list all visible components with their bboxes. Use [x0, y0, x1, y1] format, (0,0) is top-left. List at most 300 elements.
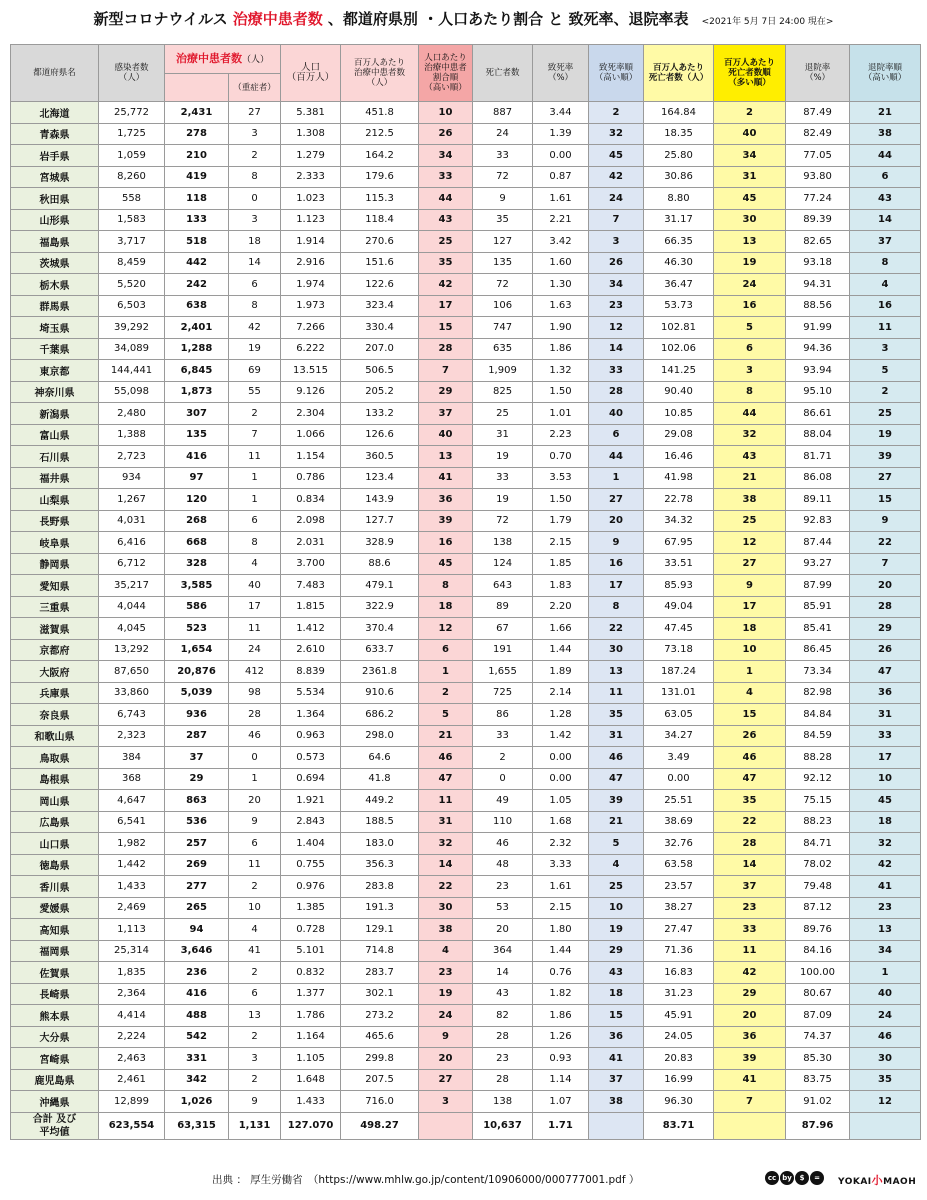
rank-discharge: 22	[850, 532, 921, 554]
pref-name: 奈良県	[11, 704, 99, 726]
table-row	[11, 553, 921, 575]
rank-fatality: 27	[589, 489, 644, 511]
header-per-million: 百万人あたり 治療中患者数 （人）	[341, 45, 419, 102]
per-million: 270.6	[341, 231, 419, 253]
rank-fatality: 33	[589, 360, 644, 382]
population: 2.843	[281, 811, 341, 833]
population: 1.105	[281, 1048, 341, 1070]
rank-discharge: 12	[850, 1091, 921, 1113]
severe-count: 2	[229, 1069, 281, 1091]
fatality-rate: 1.32	[533, 360, 589, 382]
rank-fatality: 1	[589, 467, 644, 489]
discharge-rate: 83.75	[786, 1069, 850, 1091]
rank-discharge: 34	[850, 940, 921, 962]
table-row	[11, 188, 921, 210]
discharge-rate: 84.84	[786, 704, 850, 726]
population: 1.023	[281, 188, 341, 210]
rank-deaths: 45	[714, 188, 786, 210]
infected-count: 6,743	[99, 704, 165, 726]
pref-name: 青森県	[11, 123, 99, 145]
discharge-rate: 84.16	[786, 940, 850, 962]
treatment-count: 287	[165, 725, 229, 747]
per-million: 88.6	[341, 553, 419, 575]
population: 1.974	[281, 274, 341, 296]
rank-fatality: 19	[589, 919, 644, 941]
infected-count: 4,647	[99, 790, 165, 812]
per-million: 328.9	[341, 532, 419, 554]
death-count: 28	[473, 1069, 533, 1091]
total-population: 127.070	[281, 1112, 341, 1139]
rank-fatality: 21	[589, 811, 644, 833]
population: 1.279	[281, 145, 341, 167]
fatality-rate: 1.61	[533, 876, 589, 898]
discharge-rate: 93.94	[786, 360, 850, 382]
infected-count: 4,045	[99, 618, 165, 640]
pref-name: 岡山県	[11, 790, 99, 812]
total-per-million: 498.27	[341, 1112, 419, 1139]
infected-count: 2,364	[99, 983, 165, 1005]
rank-discharge: 20	[850, 575, 921, 597]
discharge-rate: 88.28	[786, 747, 850, 769]
infected-count: 1,442	[99, 854, 165, 876]
rank-discharge: 27	[850, 467, 921, 489]
discharge-rate: 95.10	[786, 381, 850, 403]
treatment-count: 863	[165, 790, 229, 812]
table-row	[11, 1069, 921, 1091]
rank-discharge: 47	[850, 661, 921, 683]
source-citation: 出典 ： 厚生労働省 （https://www.mhlw.go.jp/content/10906000/000777001.pdf ）	[212, 1174, 640, 1186]
pref-name: 神奈川県	[11, 381, 99, 403]
rank-discharge: 43	[850, 188, 921, 210]
severe-count: 46	[229, 725, 281, 747]
table-row	[11, 1048, 921, 1070]
rank-deaths: 34	[714, 145, 786, 167]
rank-deaths: 30	[714, 209, 786, 231]
rank-deaths: 39	[714, 1048, 786, 1070]
severe-count: 8	[229, 532, 281, 554]
population: 1.921	[281, 790, 341, 812]
rank-discharge: 19	[850, 424, 921, 446]
infected-count: 2,461	[99, 1069, 165, 1091]
per-million: 283.8	[341, 876, 419, 898]
rank-discharge: 31	[850, 704, 921, 726]
pref-name: 沖縄県	[11, 1091, 99, 1113]
infected-count: 25,772	[99, 102, 165, 124]
pref-name: 秋田県	[11, 188, 99, 210]
table-row	[11, 768, 921, 790]
rank-fatality: 14	[589, 338, 644, 360]
prefecture-table	[10, 44, 921, 1140]
death-count: 1,655	[473, 661, 533, 683]
per-million: 910.6	[341, 682, 419, 704]
rank-discharge: 16	[850, 295, 921, 317]
rank-deaths: 44	[714, 403, 786, 425]
deaths-per-million: 66.35	[644, 231, 714, 253]
header-rank-fatality: 致死率順 （高い順）	[589, 45, 644, 102]
rank-deaths: 8	[714, 381, 786, 403]
severe-count: 2	[229, 876, 281, 898]
pref-name: 兵庫県	[11, 682, 99, 704]
table-row	[11, 983, 921, 1005]
logo-text-b: 小	[871, 1174, 884, 1187]
rank-treatment: 37	[419, 403, 473, 425]
death-count: 31	[473, 424, 533, 446]
total-discharge-rate: 87.96	[786, 1112, 850, 1139]
fatality-rate: 1.89	[533, 661, 589, 683]
population: 7.483	[281, 575, 341, 597]
severe-count: 14	[229, 252, 281, 274]
infected-count: 4,031	[99, 510, 165, 532]
treatment-count: 257	[165, 833, 229, 855]
severe-count: 10	[229, 897, 281, 919]
death-count: 0	[473, 768, 533, 790]
per-million: 129.1	[341, 919, 419, 941]
per-million: 212.5	[341, 123, 419, 145]
infected-count: 2,224	[99, 1026, 165, 1048]
per-million: 127.7	[341, 510, 419, 532]
treatment-count: 668	[165, 532, 229, 554]
deaths-per-million: 63.58	[644, 854, 714, 876]
population: 0.832	[281, 962, 341, 984]
pref-name: 鳥取県	[11, 747, 99, 769]
pref-name: 佐賀県	[11, 962, 99, 984]
per-million: 633.7	[341, 639, 419, 661]
infected-count: 8,459	[99, 252, 165, 274]
severe-count: 3	[229, 123, 281, 145]
treatment-count: 37	[165, 747, 229, 769]
death-count: 19	[473, 489, 533, 511]
population: 1.154	[281, 446, 341, 468]
discharge-rate: 89.76	[786, 919, 850, 941]
treatment-count: 1,026	[165, 1091, 229, 1113]
infected-count: 1,433	[99, 876, 165, 898]
population: 1.914	[281, 231, 341, 253]
deaths-per-million: 71.36	[644, 940, 714, 962]
rank-treatment: 6	[419, 639, 473, 661]
fatality-rate: 0.76	[533, 962, 589, 984]
per-million: 322.9	[341, 596, 419, 618]
rank-treatment: 17	[419, 295, 473, 317]
table-row	[11, 123, 921, 145]
discharge-rate: 92.83	[786, 510, 850, 532]
fatality-rate: 0.87	[533, 166, 589, 188]
population: 1.973	[281, 295, 341, 317]
rank-treatment: 42	[419, 274, 473, 296]
pref-name: 宮崎県	[11, 1048, 99, 1070]
table-row	[11, 854, 921, 876]
deaths-per-million: 38.69	[644, 811, 714, 833]
infected-count: 1,059	[99, 145, 165, 167]
infected-count: 384	[99, 747, 165, 769]
pref-name: 和歌山県	[11, 725, 99, 747]
discharge-rate: 89.11	[786, 489, 850, 511]
per-million: 164.2	[341, 145, 419, 167]
death-count: 9	[473, 188, 533, 210]
death-count: 14	[473, 962, 533, 984]
severe-count: 1	[229, 768, 281, 790]
severe-count: 24	[229, 639, 281, 661]
severe-count: 9	[229, 1091, 281, 1113]
discharge-rate: 93.80	[786, 166, 850, 188]
rank-discharge: 9	[850, 510, 921, 532]
infected-count: 87,650	[99, 661, 165, 683]
total-treatment-count: 63,315	[165, 1112, 229, 1139]
fatality-rate: 1.39	[533, 123, 589, 145]
fatality-rate: 1.14	[533, 1069, 589, 1091]
per-million: 302.1	[341, 983, 419, 1005]
rank-deaths: 20	[714, 1005, 786, 1027]
rank-discharge: 42	[850, 854, 921, 876]
infected-count: 4,044	[99, 596, 165, 618]
fatality-rate: 2.23	[533, 424, 589, 446]
header-treatment-unit: （人）	[242, 54, 270, 65]
population: 0.728	[281, 919, 341, 941]
discharge-rate: 93.27	[786, 553, 850, 575]
fatality-rate: 0.70	[533, 446, 589, 468]
pref-name: 大阪府	[11, 661, 99, 683]
death-count: 2	[473, 747, 533, 769]
deaths-per-million: 36.47	[644, 274, 714, 296]
header-treatment-title: 治療中患者数	[176, 51, 242, 65]
discharge-rate: 74.37	[786, 1026, 850, 1048]
deaths-per-million: 45.91	[644, 1005, 714, 1027]
table-row	[11, 596, 921, 618]
rank-discharge: 37	[850, 231, 921, 253]
population: 1.308	[281, 123, 341, 145]
fatality-rate: 1.07	[533, 1091, 589, 1113]
infected-count: 1,725	[99, 123, 165, 145]
rank-treatment: 30	[419, 897, 473, 919]
infected-count: 368	[99, 768, 165, 790]
rank-discharge: 38	[850, 123, 921, 145]
per-million: 449.2	[341, 790, 419, 812]
population: 1.164	[281, 1026, 341, 1048]
population: 1.377	[281, 983, 341, 1005]
discharge-rate: 88.04	[786, 424, 850, 446]
rank-discharge: 13	[850, 919, 921, 941]
rank-treatment: 16	[419, 532, 473, 554]
death-count: 89	[473, 596, 533, 618]
deaths-per-million: 33.51	[644, 553, 714, 575]
per-million: 716.0	[341, 1091, 419, 1113]
infected-count: 2,723	[99, 446, 165, 468]
rank-discharge: 39	[850, 446, 921, 468]
severe-count: 55	[229, 381, 281, 403]
severe-count: 13	[229, 1005, 281, 1027]
deaths-per-million: 31.17	[644, 209, 714, 231]
rank-discharge: 6	[850, 166, 921, 188]
treatment-count: 523	[165, 618, 229, 640]
discharge-rate: 92.12	[786, 768, 850, 790]
rank-fatality: 3	[589, 231, 644, 253]
infected-count: 1,388	[99, 424, 165, 446]
table-row	[11, 940, 921, 962]
infected-count: 558	[99, 188, 165, 210]
rank-fatality: 6	[589, 424, 644, 446]
rank-fatality: 24	[589, 188, 644, 210]
rank-fatality: 34	[589, 274, 644, 296]
header-severe: （重症者）	[229, 74, 281, 102]
per-million: 360.5	[341, 446, 419, 468]
deaths-per-million: 131.01	[644, 682, 714, 704]
population: 7.266	[281, 317, 341, 339]
total-rank-deaths	[714, 1112, 786, 1139]
deaths-per-million: 90.40	[644, 381, 714, 403]
discharge-rate: 86.45	[786, 639, 850, 661]
rank-fatality: 39	[589, 790, 644, 812]
rank-deaths: 27	[714, 553, 786, 575]
discharge-rate: 80.67	[786, 983, 850, 1005]
rank-discharge: 44	[850, 145, 921, 167]
fatality-rate: 1.42	[533, 725, 589, 747]
severe-count: 2	[229, 1026, 281, 1048]
treatment-count: 1,654	[165, 639, 229, 661]
rank-deaths: 43	[714, 446, 786, 468]
per-million: 686.2	[341, 704, 419, 726]
fatality-rate: 1.85	[533, 553, 589, 575]
treatment-count: 342	[165, 1069, 229, 1091]
pref-name: 大分県	[11, 1026, 99, 1048]
rank-deaths: 28	[714, 833, 786, 855]
pref-name: 鹿児島県	[11, 1069, 99, 1091]
rank-deaths: 12	[714, 532, 786, 554]
rank-fatality: 30	[589, 639, 644, 661]
rank-deaths: 31	[714, 166, 786, 188]
per-million: 714.8	[341, 940, 419, 962]
rank-fatality: 41	[589, 1048, 644, 1070]
treatment-count: 3,646	[165, 940, 229, 962]
fatality-rate: 1.60	[533, 252, 589, 274]
treatment-count: 586	[165, 596, 229, 618]
deaths-per-million: 10.85	[644, 403, 714, 425]
pref-name: 宮城県	[11, 166, 99, 188]
rank-fatality: 4	[589, 854, 644, 876]
table-row	[11, 252, 921, 274]
treatment-count: 328	[165, 553, 229, 575]
treatment-count: 442	[165, 252, 229, 274]
rank-fatality: 25	[589, 876, 644, 898]
infected-count: 12,899	[99, 1091, 165, 1113]
pref-name: 香川県	[11, 876, 99, 898]
rank-fatality: 40	[589, 403, 644, 425]
rank-fatality: 32	[589, 123, 644, 145]
title-highlight: 治療中患者数	[232, 10, 323, 28]
table-row	[11, 876, 921, 898]
deaths-per-million: 31.23	[644, 983, 714, 1005]
title-part2: 、都道府県別 ・人口あたり割合 と 致死率、退院率表	[327, 10, 689, 28]
deaths-per-million: 20.83	[644, 1048, 714, 1070]
fatality-rate: 2.15	[533, 897, 589, 919]
treatment-count: 936	[165, 704, 229, 726]
death-count: 33	[473, 145, 533, 167]
per-million: 370.4	[341, 618, 419, 640]
severe-count: 6	[229, 983, 281, 1005]
rank-fatality: 9	[589, 532, 644, 554]
fatality-rate: 1.80	[533, 919, 589, 941]
deaths-per-million: 47.45	[644, 618, 714, 640]
table-row	[11, 897, 921, 919]
rank-treatment: 20	[419, 1048, 473, 1070]
table-row	[11, 102, 921, 124]
fatality-rate: 0.00	[533, 747, 589, 769]
discharge-rate: 82.98	[786, 682, 850, 704]
table-row	[11, 682, 921, 704]
rank-deaths: 32	[714, 424, 786, 446]
discharge-rate: 77.24	[786, 188, 850, 210]
rank-deaths: 11	[714, 940, 786, 962]
discharge-rate: 77.05	[786, 145, 850, 167]
rank-treatment: 33	[419, 166, 473, 188]
fatality-rate: 1.61	[533, 188, 589, 210]
rank-discharge: 8	[850, 252, 921, 274]
rank-treatment: 5	[419, 704, 473, 726]
death-count: 110	[473, 811, 533, 833]
pref-name: 群馬県	[11, 295, 99, 317]
total-death-count: 10,637	[473, 1112, 533, 1139]
per-million: 465.6	[341, 1026, 419, 1048]
treatment-count: 1,873	[165, 381, 229, 403]
deaths-per-million: 73.18	[644, 639, 714, 661]
fatality-rate: 1.05	[533, 790, 589, 812]
discharge-rate: 94.36	[786, 338, 850, 360]
rank-treatment: 29	[419, 381, 473, 403]
rank-deaths: 21	[714, 467, 786, 489]
death-count: 747	[473, 317, 533, 339]
discharge-rate: 93.18	[786, 252, 850, 274]
infected-count: 2,469	[99, 897, 165, 919]
deaths-per-million: 29.08	[644, 424, 714, 446]
table-row	[11, 274, 921, 296]
table-row	[11, 381, 921, 403]
pref-name: 滋賀県	[11, 618, 99, 640]
rank-discharge: 10	[850, 768, 921, 790]
rank-treatment: 39	[419, 510, 473, 532]
nd-icon: =	[810, 1171, 824, 1185]
deaths-per-million: 85.93	[644, 575, 714, 597]
infected-count: 144,441	[99, 360, 165, 382]
table-row	[11, 467, 921, 489]
treatment-count: 265	[165, 897, 229, 919]
population: 13.515	[281, 360, 341, 382]
rank-fatality: 18	[589, 983, 644, 1005]
deaths-per-million: 16.46	[644, 446, 714, 468]
table-row	[11, 209, 921, 231]
rank-discharge: 2	[850, 381, 921, 403]
discharge-rate: 88.56	[786, 295, 850, 317]
table-row	[11, 1026, 921, 1048]
treatment-count: 133	[165, 209, 229, 231]
discharge-rate: 88.23	[786, 811, 850, 833]
table-row	[11, 618, 921, 640]
total-fatality-rate: 1.71	[533, 1112, 589, 1139]
rank-discharge: 11	[850, 317, 921, 339]
population: 1.648	[281, 1069, 341, 1091]
rank-fatality: 28	[589, 381, 644, 403]
pref-name: 山梨県	[11, 489, 99, 511]
population: 1.123	[281, 209, 341, 231]
infected-count: 1,583	[99, 209, 165, 231]
rank-fatality: 43	[589, 962, 644, 984]
population: 1.433	[281, 1091, 341, 1113]
rank-treatment: 38	[419, 919, 473, 941]
per-million: 2361.8	[341, 661, 419, 683]
severe-count: 41	[229, 940, 281, 962]
severe-count: 40	[229, 575, 281, 597]
death-count: 53	[473, 897, 533, 919]
population: 0.694	[281, 768, 341, 790]
rank-discharge: 32	[850, 833, 921, 855]
rank-discharge: 1	[850, 962, 921, 984]
